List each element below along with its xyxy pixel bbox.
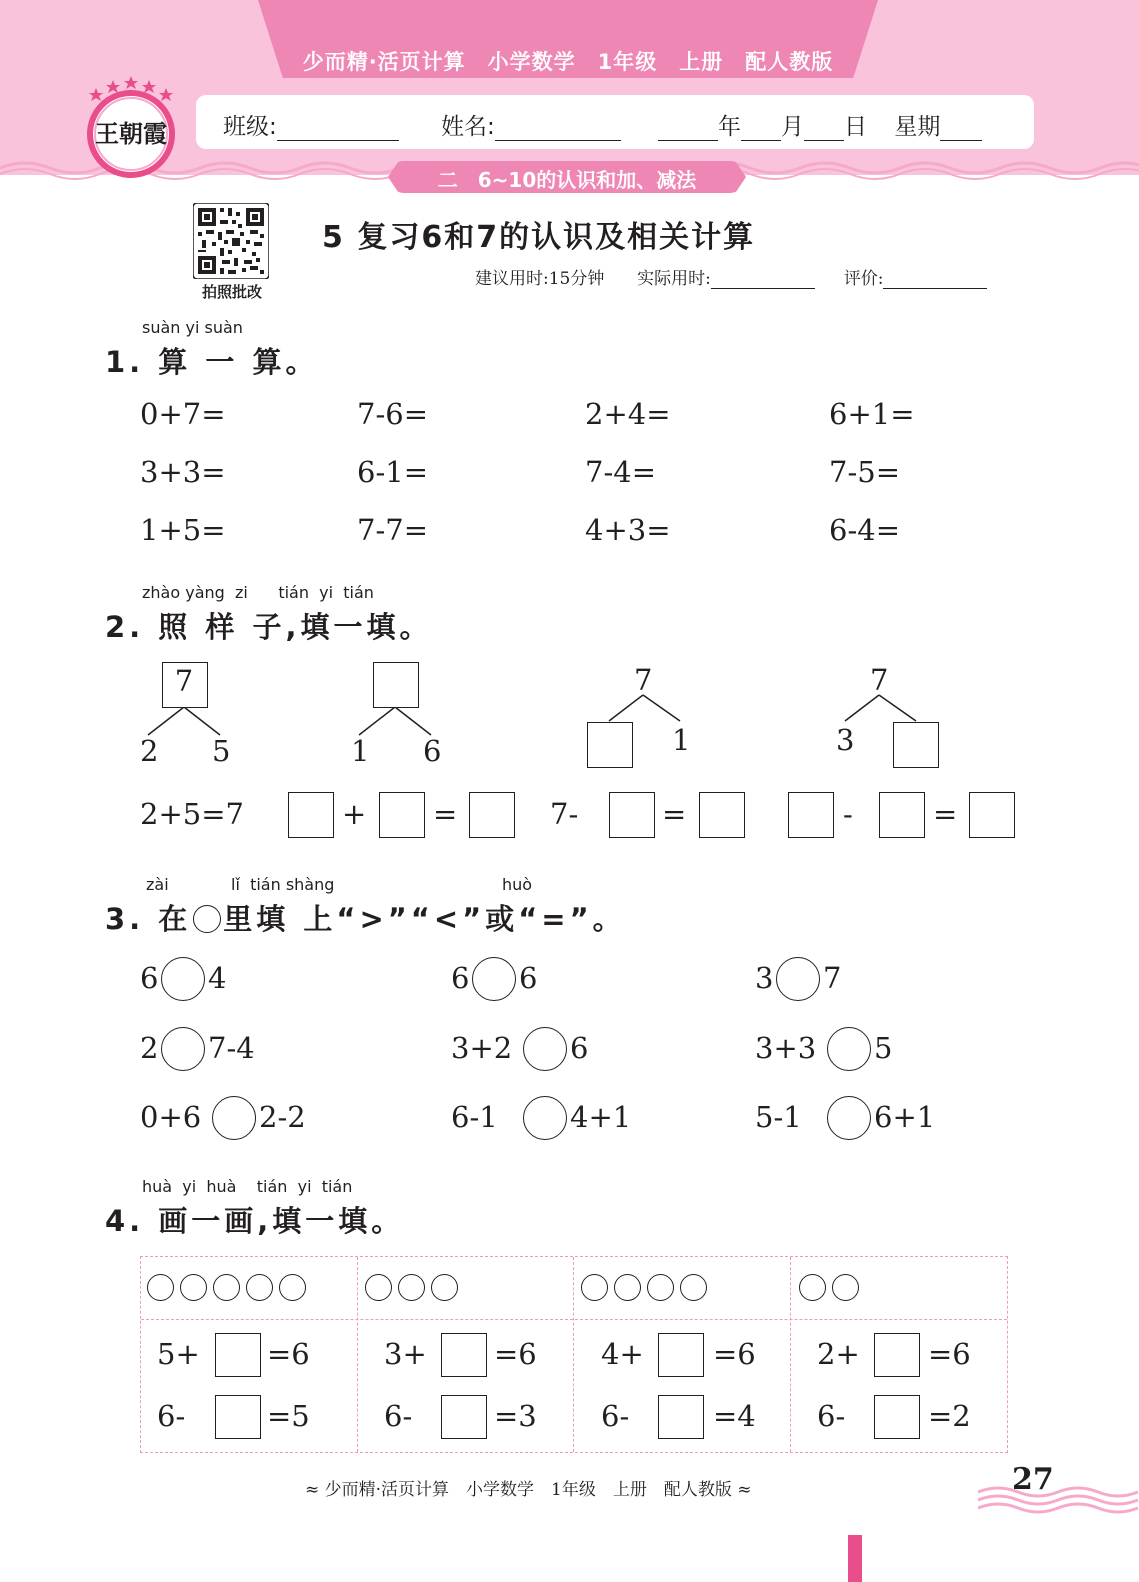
q3-r1c3-circle[interactable]	[776, 957, 820, 1001]
q4-row-divider	[141, 1319, 1007, 1320]
q3-r2c1-circle[interactable]	[161, 1027, 205, 1071]
q2-tree2-left: 1	[351, 734, 370, 768]
q2-example: 2+5=7	[140, 797, 244, 831]
q1-r3c3: 4+3=	[585, 513, 671, 547]
q4-c1-add-right: =6	[267, 1337, 310, 1371]
q3-r1c1-circle[interactable]	[161, 957, 205, 1001]
q4-c3-add-box[interactable]	[658, 1333, 704, 1377]
q3-r2c2-right: 6	[570, 1031, 589, 1065]
q3-r3c3-right: 6+1	[874, 1100, 936, 1134]
weekday-blank[interactable]	[940, 118, 982, 141]
q2-eq2-box2[interactable]	[699, 792, 745, 838]
q2-tree2-right: 6	[423, 734, 442, 768]
suggested-time: 建议用时:15分钟	[475, 269, 605, 289]
q3-r1c1-right: 4	[208, 961, 227, 995]
year-label: 年	[718, 114, 741, 140]
q3-r2c3-right: 5	[874, 1031, 893, 1065]
q3-r3c3-left: 5-1	[755, 1100, 802, 1134]
lesson-title: 5 复习6和7的认识及相关计算	[322, 220, 756, 255]
q2-tree1-left: 2	[140, 734, 159, 768]
q4-c1-add-left: 5+	[157, 1337, 200, 1371]
q3-r2c3-left: 3+3	[755, 1031, 817, 1065]
q4-c4-sub-right: =2	[928, 1399, 971, 1433]
q4-c4-sub-box[interactable]	[874, 1395, 920, 1439]
q4-title: 4. 画一画,填一填。	[105, 1204, 405, 1238]
q1-r3c1: 1+5=	[140, 513, 226, 547]
q4-c3-add-left: 4+	[601, 1337, 644, 1371]
q4-drawn-circle	[647, 1274, 674, 1301]
footer-wave-decoration	[978, 1470, 1139, 1514]
actual-time-blank[interactable]	[711, 270, 815, 289]
q3-title-b: 里填 上“>”“<”或“=”。	[223, 902, 626, 936]
q2-title: 2. 照 样 子,填一填。	[105, 610, 433, 644]
q4-drawn-circle	[832, 1274, 859, 1301]
q4-c3-sub-right: =4	[713, 1399, 756, 1433]
q3-r3c2-right: 4+1	[570, 1100, 632, 1134]
q1-r3c2: 7-7=	[357, 513, 428, 547]
q4-table	[140, 1256, 1008, 1453]
name-field[interactable]	[441, 108, 621, 141]
q3-r2c1-left: 2	[140, 1031, 159, 1065]
q4-drawn-circle	[213, 1274, 240, 1301]
q1-pinyin: suàn yi suàn	[142, 318, 243, 337]
q3-pinyin-li: lǐ tián shàng	[231, 875, 335, 894]
year-blank[interactable]	[658, 118, 718, 141]
q4-drawn-circle	[581, 1274, 608, 1301]
q3-r1c3-left: 3	[755, 961, 774, 995]
q4-c2-add-right: =6	[494, 1337, 537, 1371]
q4-drawn-circle	[246, 1274, 273, 1301]
q2-tree4-left: 3	[836, 723, 855, 757]
q3-r3c1-left: 0+6	[140, 1100, 202, 1134]
unit-title: 二 6~10的认识和加、减法	[437, 168, 697, 192]
month-blank[interactable]	[741, 118, 781, 141]
q4-drawn-circle	[614, 1274, 641, 1301]
class-blank[interactable]	[277, 118, 399, 141]
q4-drawn-circle	[180, 1274, 207, 1301]
q4-c4-add-box[interactable]	[874, 1333, 920, 1377]
q4-drawn-circle	[680, 1274, 707, 1301]
q1-title: 1. 算 一 算。	[105, 345, 319, 379]
book-title: 少而精·活页计算 小学数学 1年级 上册 配人教版	[302, 50, 834, 74]
q2-eq2-seven-minus: 7-	[550, 797, 579, 831]
rating-label: 评价:	[843, 269, 884, 289]
q3-r3c1-right: 2-2	[259, 1100, 306, 1134]
q4-c4-add-right: =6	[928, 1337, 971, 1371]
q2-eq1-equals: =	[433, 797, 458, 831]
day-blank[interactable]	[804, 118, 844, 141]
q3-r1c1-left: 6	[140, 961, 159, 995]
q1-r2c4: 7-5=	[829, 455, 900, 489]
time-row	[475, 264, 987, 289]
qr-code-icon[interactable]	[193, 203, 269, 279]
q4-drawn-circle	[398, 1274, 425, 1301]
q4-col-divider	[573, 1257, 574, 1452]
q2-tree4-right-box[interactable]	[893, 722, 939, 768]
q3-r2c2-circle[interactable]	[523, 1027, 567, 1071]
q3-r1c2-right: 6	[519, 961, 538, 995]
q3-r3c2-circle[interactable]	[523, 1096, 567, 1140]
q3-r1c2-circle[interactable]	[472, 957, 516, 1001]
q2-tree3-top: 7	[634, 663, 653, 697]
q2-tree1-top: 7	[174, 664, 194, 698]
q3-r2c1-right: 7-4	[208, 1031, 255, 1065]
q2-eq1-box2[interactable]	[379, 792, 425, 838]
q4-drawn-circle	[365, 1274, 392, 1301]
q2-tree3-right: 1	[672, 723, 691, 757]
day-label: 日	[844, 114, 867, 140]
q4-drawn-circle	[147, 1274, 174, 1301]
q3-r2c2-left: 3+2	[451, 1031, 513, 1065]
q2-tree1-right: 5	[212, 734, 231, 768]
class-field[interactable]	[223, 108, 399, 141]
actual-time-label: 实际用时:	[637, 269, 711, 289]
q2-eq2-box1[interactable]	[609, 792, 655, 838]
q2-eq3-box2[interactable]	[879, 792, 925, 838]
q2-eq3-box1[interactable]	[788, 792, 834, 838]
class-label: 班级:	[223, 114, 277, 140]
q2-eq3-equals: =	[933, 797, 958, 831]
q2-eq3-minus: -	[843, 797, 853, 831]
name-blank[interactable]	[495, 118, 621, 141]
bottom-edge-tab	[848, 1535, 862, 1582]
rating-blank[interactable]	[883, 270, 987, 289]
q4-c2-add-box[interactable]	[441, 1333, 487, 1377]
q2-tree3-left-box[interactable]	[587, 722, 633, 768]
q4-col-divider	[357, 1257, 358, 1452]
q4-c2-sub-box[interactable]	[441, 1395, 487, 1439]
q3-r3c1-circle[interactable]	[212, 1096, 256, 1140]
q4-drawn-circle	[799, 1274, 826, 1301]
q3-r1c3-right: 7	[823, 961, 842, 995]
q4-c4-add-left: 2+	[817, 1337, 860, 1371]
q4-c1-add-box[interactable]	[215, 1333, 261, 1377]
footer-text: ≈ 少而精·活页计算 小学数学 1年级 上册 配人教版 ≈	[305, 1480, 752, 1500]
q1-r1c3: 2+4=	[585, 397, 671, 431]
q4-c4-sub-left: 6-	[817, 1399, 846, 1433]
brand-logo	[78, 76, 184, 182]
q4-c1-sub-right: =5	[267, 1399, 310, 1433]
q2-eq1-plus: +	[342, 797, 367, 831]
q1-r1c4: 6+1=	[829, 397, 915, 431]
name-label: 姓名:	[441, 114, 495, 140]
q3-r3c3-circle[interactable]	[827, 1096, 871, 1140]
q4-col-divider	[790, 1257, 791, 1452]
q4-c2-sub-right: =3	[494, 1399, 537, 1433]
q1-r2c2: 6-1=	[357, 455, 428, 489]
q4-c3-sub-left: 6-	[601, 1399, 630, 1433]
q1-r3c4: 6-4=	[829, 513, 900, 547]
logo-text: 王朝霞	[95, 119, 167, 148]
q4-pinyin: huà yi huà tián yi tián	[142, 1177, 353, 1196]
q2-eq1-box1[interactable]	[288, 792, 334, 838]
q4-drawn-circle	[431, 1274, 458, 1301]
q3-pinyin-zai: zài	[146, 875, 169, 894]
q1-r2c1: 3+3=	[140, 455, 226, 489]
q4-c2-sub-left: 6-	[384, 1399, 413, 1433]
q3-pinyin-huo: huò	[502, 875, 533, 894]
q3-r2c3-circle[interactable]	[827, 1027, 871, 1071]
q3-r1c2-left: 6	[451, 961, 470, 995]
q3-r3c2-left: 6-1	[451, 1100, 498, 1134]
q1-r2c3: 7-4=	[585, 455, 656, 489]
q2-eq3-box3[interactable]	[969, 792, 1015, 838]
q4-c1-sub-left: 6-	[157, 1399, 186, 1433]
q4-c1-sub-box[interactable]	[215, 1395, 261, 1439]
q2-pinyin: zhào yàng zi tián yi tián	[142, 583, 374, 602]
q4-drawn-circle	[279, 1274, 306, 1301]
page-number: 27	[1012, 1462, 1054, 1497]
q1-r1c1: 0+7=	[140, 397, 226, 431]
q2-tree4-top: 7	[870, 663, 889, 697]
q3-title	[105, 897, 626, 938]
qr-label: 拍照批改	[201, 283, 262, 301]
weekday-label: 星期	[894, 114, 941, 140]
q1-r1c2: 7-6=	[357, 397, 428, 431]
q4-c2-add-left: 3+	[384, 1337, 427, 1371]
q2-tree2-top-box[interactable]	[373, 662, 419, 708]
q2-eq2-equals: =	[662, 797, 687, 831]
q2-eq1-box3[interactable]	[469, 792, 515, 838]
month-label: 月	[781, 114, 804, 140]
q4-c3-sub-box[interactable]	[658, 1395, 704, 1439]
date-field[interactable]	[658, 108, 982, 141]
q3-title-circle-icon	[193, 905, 221, 933]
q4-c3-add-right: =6	[713, 1337, 756, 1371]
q3-title-a: 3. 在	[105, 902, 192, 936]
